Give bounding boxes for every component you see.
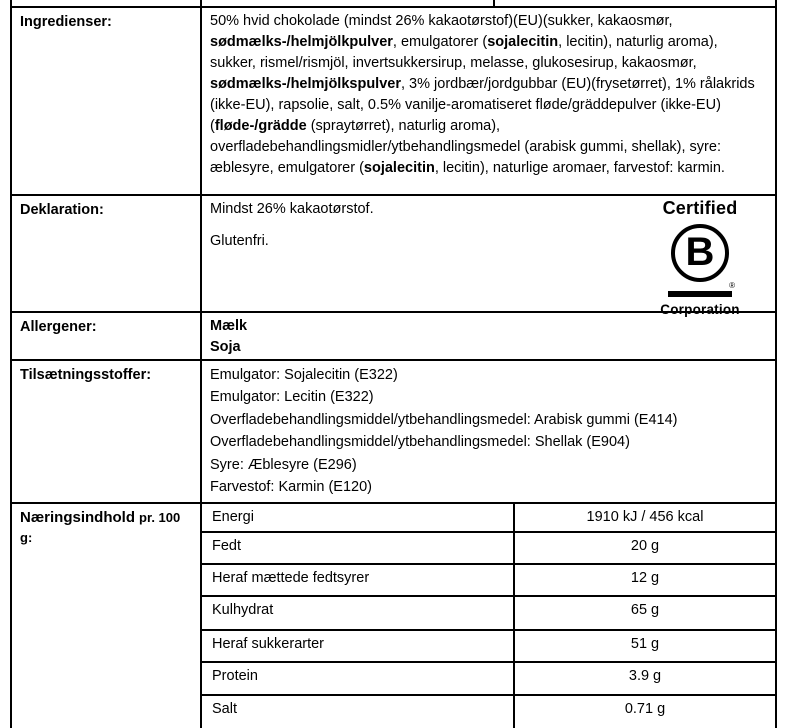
declaration-label: Deklaration: (12, 196, 202, 311)
nutrition-table-row (202, 663, 775, 696)
nutrient-name: Heraf sukkerarter (202, 631, 515, 661)
nutrient-value: 0.71 g (624, 701, 666, 717)
nutrition-table-row (202, 565, 775, 597)
nutrient-value: 1910 kJ / 456 kcal (586, 509, 704, 525)
nutrition-table-row (202, 504, 775, 533)
nutrient-name: Protein (202, 663, 515, 694)
cutoff-row-top (10, 0, 777, 8)
declaration-content (202, 196, 775, 317)
allergen-item: Mælk (210, 318, 248, 334)
ingredients-segment: , emulgatorer ( (392, 34, 488, 50)
bcorp-b-letter: B (685, 229, 715, 274)
additive-item: Farvestof: Karmin (E120) (210, 479, 372, 496)
bcorp-b-circle-icon (671, 224, 729, 282)
cutoff-cell (202, 0, 495, 6)
additive-item: Emulgator: Sojalecitin (E322) (210, 367, 398, 383)
nutrition-label-suffix: pr. 100 g: (20, 510, 181, 545)
nutrient-name: Energi (202, 504, 515, 531)
additive-item: Syre: Æblesyre (E296) (210, 456, 357, 473)
nutrient-value: 20 g (630, 538, 660, 554)
nutrient-value: 3.9 g (628, 668, 662, 684)
ingredients-row (10, 8, 777, 196)
bcorp-bar-shape (668, 291, 732, 297)
ingredients-segment: , 3% jordbær/jordgubbar (EU)(frysetørret), 1% rålakrids (ikke-EU), rapsolie, salt, 0.5% vanilje-aromatiseret fløde/gräddepulver (ikke-EU)( (210, 76, 755, 134)
nutrition-table-row (202, 631, 775, 663)
allergens-row (10, 313, 777, 361)
cutoff-cell (495, 0, 775, 6)
nutrition-table-row (202, 696, 775, 728)
ingredients-text (202, 8, 775, 194)
additive-item: Overfladebehandlingsmiddel/ytbehandlingsmedel: Arabisk gummi (E414) (210, 411, 678, 428)
registered-trademark-icon: ® (729, 281, 735, 290)
declaration-row (10, 196, 777, 317)
nutrient-name: Fedt (202, 533, 515, 563)
allergen-item: Soja (210, 339, 241, 355)
additives-label: Tilsætningsstoffer: (12, 361, 202, 502)
nutrition-table-row (202, 533, 775, 565)
allergens-content (202, 313, 775, 359)
additives-row (10, 361, 777, 504)
nutrition-label-main: Næringsindhold (20, 509, 135, 526)
nutrient-value: 51 g (630, 636, 660, 652)
nutrient-name: Salt (202, 696, 515, 728)
nutrient-name: Heraf mættede fedtsyrer (202, 565, 515, 595)
ingredients-segment-bold: fløde-/grädde (214, 118, 307, 134)
additives-content (202, 361, 775, 502)
allergens-label: Allergener: (12, 313, 202, 359)
bcorp-underline-bar (668, 281, 735, 297)
cutoff-cell (12, 0, 202, 6)
additive-item: Emulgator: Lecitin (E322) (210, 389, 374, 406)
ingredients-segment-bold: sødmælks-/helmjölkpulver (210, 34, 393, 50)
additive-item: Overfladebehandlingsmiddel/ytbehandlingsmedel: Shellak (E904) (210, 434, 630, 451)
ingredients-segment: 50% hvid chokolade (mindst 26% kakaotørstof)(EU)(sukker, kakaosmør, (210, 13, 673, 29)
ingredients-label: Ingredienser: (12, 8, 202, 194)
ingredients-segment: , lecitin), naturlige aromaer, farvestof: karmin. (434, 160, 725, 176)
nutrition-label (12, 504, 202, 728)
nutrition-table (202, 504, 775, 728)
ingredients-segment-bold: sojalecitin (487, 34, 559, 50)
declaration-line: Mindst 26% kakaotørstof. (210, 201, 374, 217)
nutrition-row (10, 504, 777, 728)
nutrient-value: 12 g (630, 570, 660, 586)
b-corporation-certified-logo (660, 198, 740, 317)
ingredients-segment-bold: sødmælks-/helmjölkspulver (210, 76, 401, 92)
declaration-line: Glutenfri. (210, 233, 269, 249)
ingredients-segment: (spraytørret), naturlig aroma), overfladebehandlingsmidler/ytbehandlingsmedel (arabisk gummi, shellak), syre: æblesyre, emulgatorer ( (210, 118, 721, 176)
nutrient-name: Kulhydrat (202, 597, 515, 629)
product-spec-table (10, 0, 777, 728)
nutrition-table-row (202, 597, 775, 631)
ingredients-segment: , lecitin), naturlig aroma), sukker, rismel/rismjöl, invertsukkersirup, melasse, glukosesirup, kakaosmør, (210, 34, 718, 71)
ingredients-segment-bold: sojalecitin (363, 160, 435, 176)
bcorp-certified-text: Certified (662, 198, 738, 218)
bcorp-corporation-text: Corporation (660, 302, 740, 317)
nutrient-value: 65 g (630, 602, 660, 618)
